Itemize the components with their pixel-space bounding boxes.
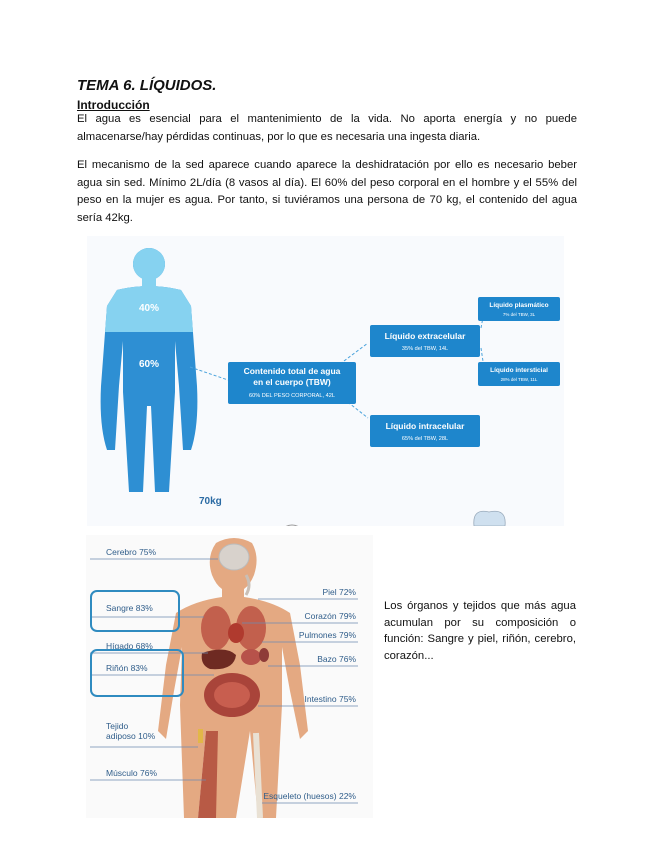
label-corazon: Corazón 79% [304,611,356,621]
interstitial-sub: 28% del TBW, 11L [500,377,538,382]
extracellular-box [370,325,480,357]
plasma-box [478,297,560,321]
upper-percent: 40% [138,303,160,314]
label-bazo: Bazo 76% [317,654,356,664]
tbw-box [228,362,356,404]
interstitial-title: Líquido intersticial [490,367,548,374]
label-tejido: Tejido [106,721,129,731]
organs-caption: Los órganos y tejidos que más agua acumulan por su composición o función: Sangre y piel, riñón, cerebro, corazón... [384,600,576,662]
intracellular-title: Líquido intracelular [385,421,465,431]
label-adiposo: adiposo 10% [106,731,156,741]
body-water-diagram [87,236,564,526]
organs-water-figure [86,535,373,818]
body-water-40 [87,236,217,332]
body-figure [158,538,308,818]
label-pulmones: Pulmones 79% [298,630,356,640]
label-musculo: Músculo 76% [106,768,158,778]
label-esqueleto: Esqueleto (huesos) 22% [263,791,356,801]
paragraph-intro: El agua es esencial para el mantenimiento de la vida. No aporta energía y no puede almacenarse/hay pérdidas continuas, por lo que es necesaria una ingesta diaria. [77,113,577,143]
tbw-line1: Contenido total de agua [243,366,341,376]
tbw-sub: 60% DEL PESO CORPORAL, 42L [249,393,335,399]
body-weight: 70kg [199,496,222,507]
label-cerebro: Cerebro 75% [106,547,157,557]
extracellular-title: Líquido extracelular [384,331,466,341]
interstitial-box [478,362,560,386]
label-higado: Hígado 68% [106,641,153,651]
tbw-line2: en el cuerpo (TBW) [253,377,331,387]
intracellular-sub: 65% del TBW, 28L [401,436,449,442]
label-intestino: Intestino 75% [304,694,356,704]
lower-percent: 60% [138,359,160,370]
human-silhouette [87,236,217,526]
plasma-sub: 7% del TBW, 3L [502,312,536,317]
plasma-title: Líquido plasmático [489,302,549,309]
label-piel: Piel 72% [322,587,356,597]
decorative-shape [282,525,302,526]
section-heading: Introducción [77,98,150,112]
page-title: TEMA 6. LÍQUIDOS. [77,77,217,94]
extracellular-sub: 35% del TBW, 14L [401,346,449,352]
decorative-shape [474,511,505,526]
label-rinon: Riñón 83% [106,663,148,673]
label-sangre: Sangre 83% [106,603,153,613]
paragraph-thirst: El mecanismo de la sed aparece cuando aparece la deshidratación por ello es necesario beber agua sin sed. Mínimo 2L/día (8 vasos al día). El 60% del peso corporal en el hombre y el 55% del peso en la mujer es agua. Por tanto, si tuviéramos una persona de 70 kg, el contenido del agua sería 42kg. [77,159,577,224]
intracellular-box [370,415,480,447]
